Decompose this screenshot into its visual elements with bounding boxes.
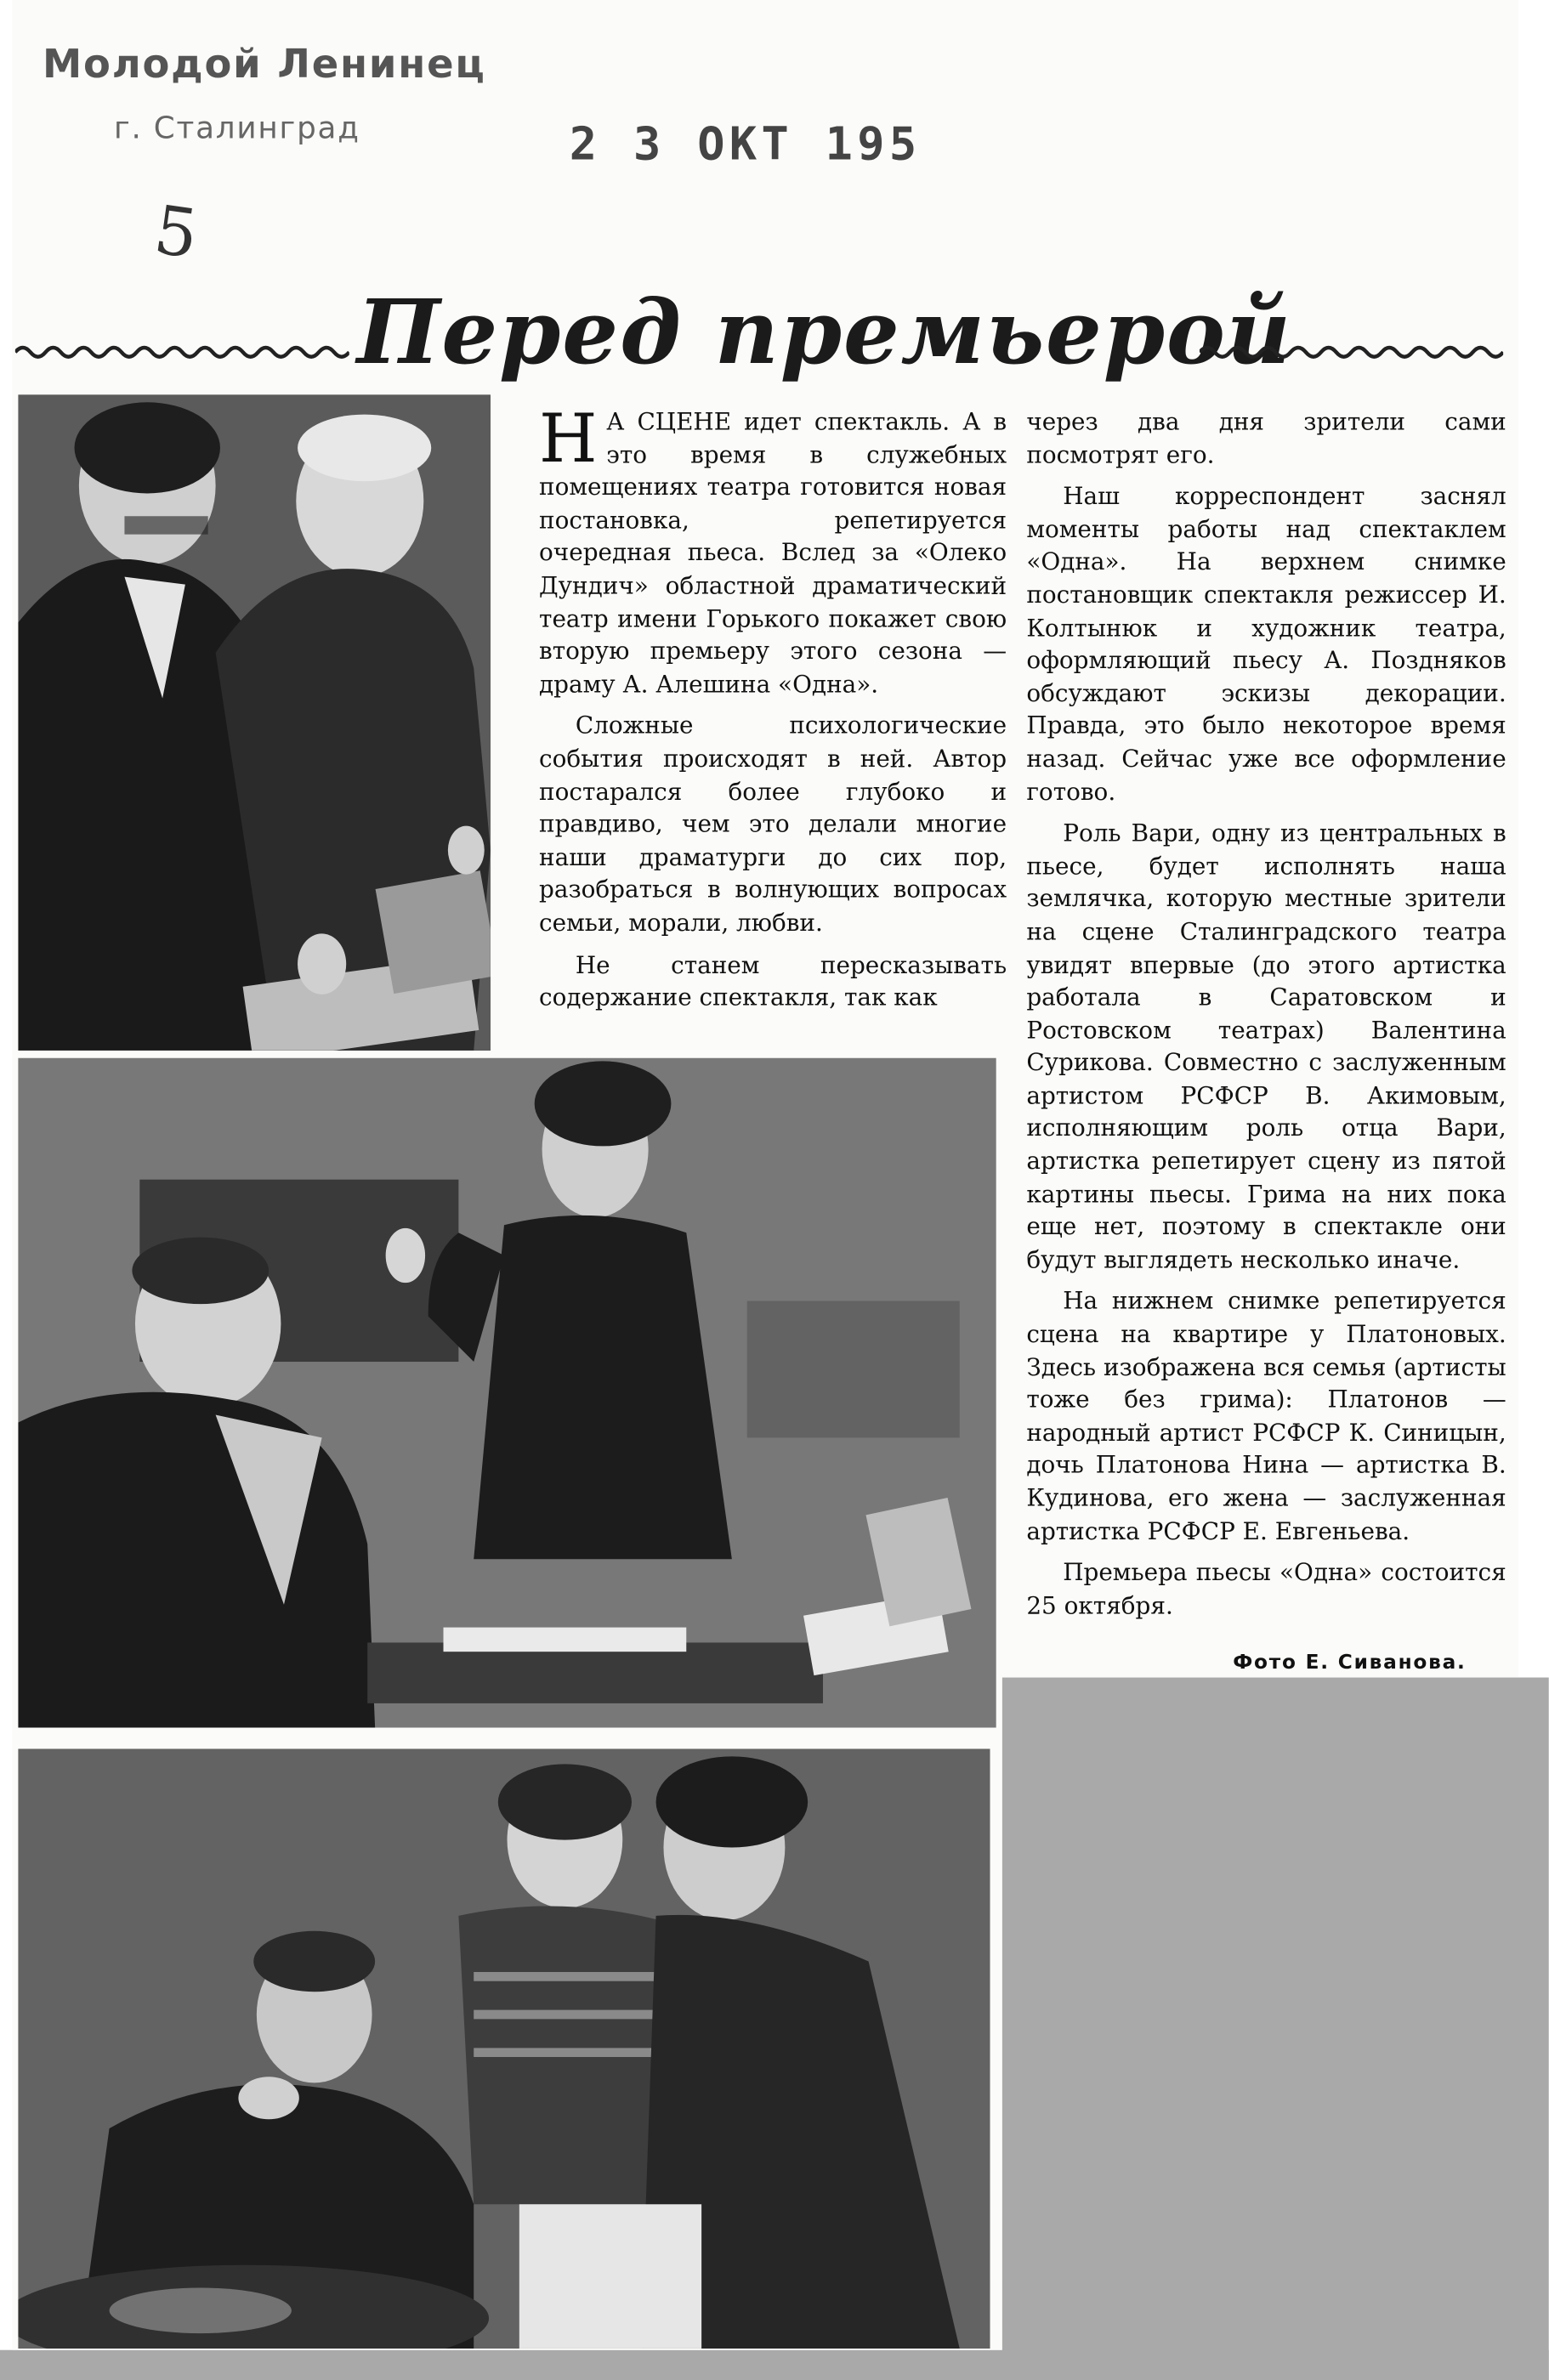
photo-rehearsal-father-daughter: [18, 1058, 996, 1728]
article-para-8: Премьера пьесы «Одна» состоится 25 октября.: [1026, 1559, 1506, 1620]
newspaper-name-stamp: Молодой Ленинец: [43, 42, 486, 88]
headline: Перед премьерой: [356, 280, 1292, 384]
dropcap: Н: [539, 400, 598, 479]
article-para-6: Роль Вари, одну из центральных в пьесе, будет исполнять наша землячка, которую местные зрители на сцене Сталинградского театра увидят впервые (до этого артистка работала в Саратовском и Ростовском театрах) Валентина Сурикова. Совместно с заслуженным артистом РСФСР В. Акимовым, исполняющим роль отца Вари, артистка репетирует сцену из пятой картины пьесы. Грима на них пока еще нет, поэтому в спектакле они будут выглядеть несколько иначе.: [1026, 819, 1506, 1274]
photo-credit: Фото Е. Сиванова.: [1233, 1652, 1467, 1674]
article-para-7: На нижнем снимке репетируется сцена на квартире у Платоновых. Здесь изображена вся семья (артисты тоже без грима): Платонов — народный артист РСФСР К. Синицын, дочь Платонова Нина — артистка В. Кудинова, его жена — заслуженная артистка РСФСР Е. Евгеньева.: [1026, 1288, 1506, 1545]
article-column-2: [1026, 407, 1506, 1633]
article-para-1: А СЦЕНЕ идет спектакль. А в это время в служебных помещениях театра готовится новая постановка, репетируется очередная пьеса. Вслед за «Олеко Дундич» областной драматический театр имени Горького покажет свою вторую премьеру этого сезона — драму А. Алешина «Одна».: [539, 408, 1007, 699]
mount-board-bottom: [0, 2350, 1549, 2380]
article-para-5: Наш корреспондент заснял моменты работы над спектаклем «Одна». На верхнем снимке постановщик спектакля режиссер И. Колтынюк и художник театра, оформляющий пьесу А. Поздняков обсуждают эскизы декорации. Правда, это было некоторое время назад. Сейчас уже все оформление готово.: [1026, 483, 1506, 806]
article-para-2: Сложные психологические события происходят в ней. Автор постарался более глубоко и правдиво, чем это делали многие наши драматурги до сих пор, разобраться в волнующих вопросах семьи, морали, любви.: [539, 712, 1007, 937]
date-stamp: 2 3 ОКТ 195: [569, 118, 922, 172]
photo-platonov-family: [18, 1748, 990, 2348]
article-column-1: [539, 400, 1007, 1024]
article-para-3: Не станем пересказывать содержание спектакля, так как: [539, 950, 1007, 1012]
mount-board: [1002, 1678, 1549, 2380]
article-para-4: через два дня зрители сами посмотрят его.: [1026, 408, 1506, 469]
city-stamp: г. Сталинград: [113, 109, 360, 146]
headline-rule-right: [1200, 342, 1503, 363]
pencil-mark: 5: [150, 191, 203, 275]
photo-director-and-designer: [18, 394, 490, 1051]
headline-rule-left: [15, 342, 349, 363]
